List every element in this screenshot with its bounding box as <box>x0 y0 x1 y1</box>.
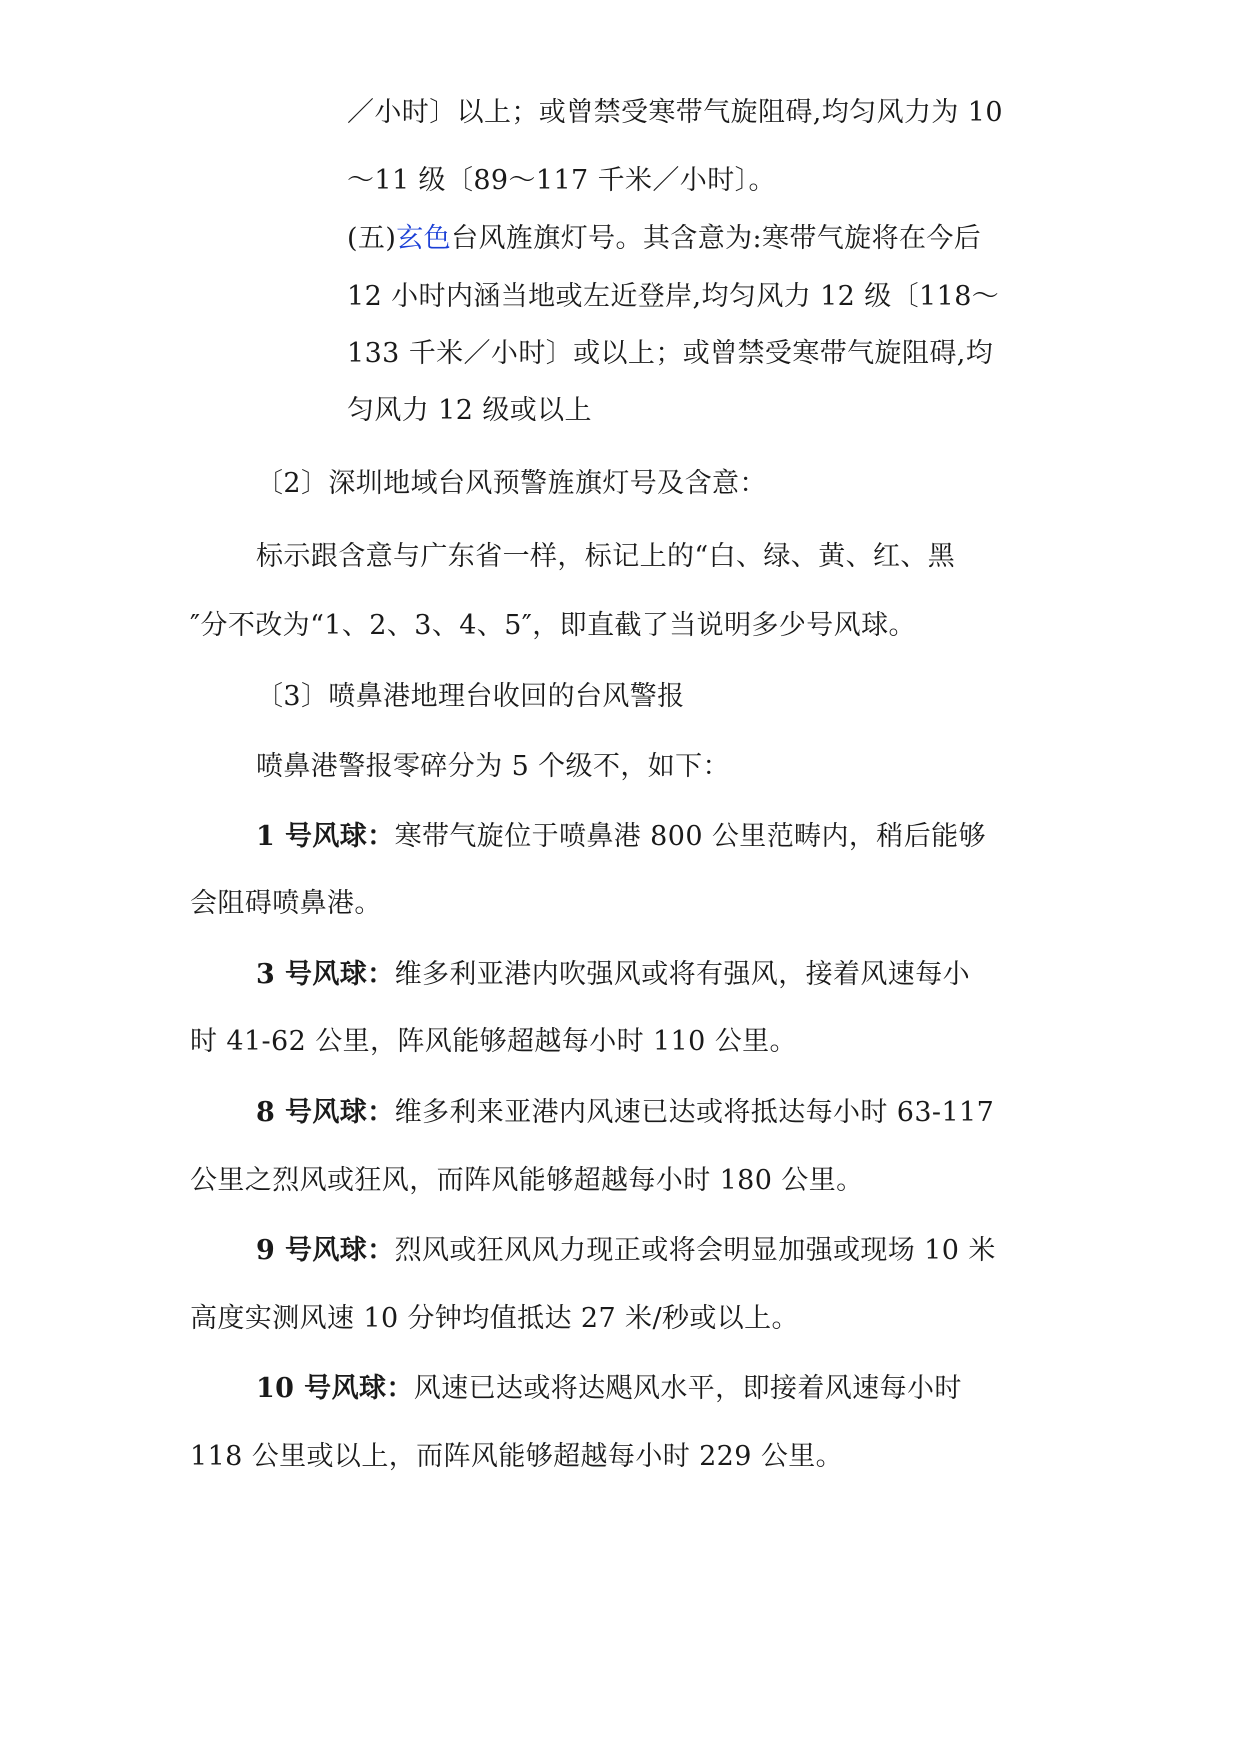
signal-label: 9 号风球： <box>256 1235 395 1266</box>
signal-line <box>256 1096 994 1130</box>
signal-line <box>256 1372 962 1406</box>
signal-line: 会阻碍喷鼻港。 <box>190 888 382 919</box>
signal-line: 公里之烈风或狂风，而阵风能够超越每小时 180 公里。 <box>190 1165 864 1196</box>
signal-label: 3 号风球： <box>256 959 395 990</box>
signal-text: 烈风或狂风风力现正或将会明显加强或现场 10 米 <box>394 1235 996 1266</box>
text-line-black-signal <box>347 222 981 256</box>
section-heading: 〔3〕喷鼻港地理台收回的台风警报 <box>256 681 685 712</box>
signal-label: 8 号风球： <box>256 1097 395 1128</box>
paragraph-line: 标示跟含意与广东省一样，标记上的“白、绿、黄、红、黑 <box>256 541 956 572</box>
text-line: 133 千米／小时〕或以上；或曾禁受寒带气旋阻碍,均 <box>347 338 994 369</box>
signal-line <box>256 1234 996 1268</box>
signal-label: 1 号风球： <box>256 821 395 852</box>
item-number: (五) <box>347 223 397 254</box>
text-line: 匀风力 12 级或以上 <box>347 395 592 426</box>
text-line: 12 小时内涵当地或左近登岸,均匀风力 12 级〔118～ <box>347 281 1000 312</box>
text-line: ／小时〕以上；或曾禁受寒带气旋阻碍,均匀风力为 10 <box>347 97 1003 128</box>
signal-text: 寒带气旋位于喷鼻港 800 公里范畴内，稍后能够 <box>394 821 986 852</box>
signal-line: 118 公里或以上，而阵风能够超越每小时 229 公里。 <box>190 1441 844 1472</box>
text-fragment: 台风旌旗灯号。其含意为:寒带气旋将在今后 <box>451 223 982 254</box>
paragraph-line: 喷鼻港警报零碎分为 5 个级不，如下： <box>256 751 730 782</box>
text-line: ～11 级〔89～117 千米／小时〕。 <box>347 165 776 196</box>
section-heading: 〔2〕深圳地域台风预警旌旗灯号及含意： <box>256 468 767 499</box>
paragraph-line: ″分不改为“1、2、3、4、5″，即直截了当说明多少号风球。 <box>190 610 916 641</box>
signal-text: 维多利来亚港内风速已达或将抵达每小时 63-117 <box>394 1097 995 1128</box>
signal-line <box>256 958 970 992</box>
signal-line <box>256 820 986 854</box>
signal-text: 维多利亚港内吹强风或将有强风，接着风速每小 <box>394 959 970 990</box>
signal-text: 风速已达或将达飓风水平，即接着风速每小时 <box>413 1373 962 1404</box>
signal-line: 高度实测风速 10 分钟均值抵达 27 米/秒或以上。 <box>190 1303 799 1334</box>
highlighted-word: 玄色 <box>396 223 452 254</box>
signal-label: 10 号风球： <box>256 1373 414 1404</box>
signal-line: 时 41-62 公里，阵风能够超越每小时 110 公里。 <box>190 1026 797 1057</box>
